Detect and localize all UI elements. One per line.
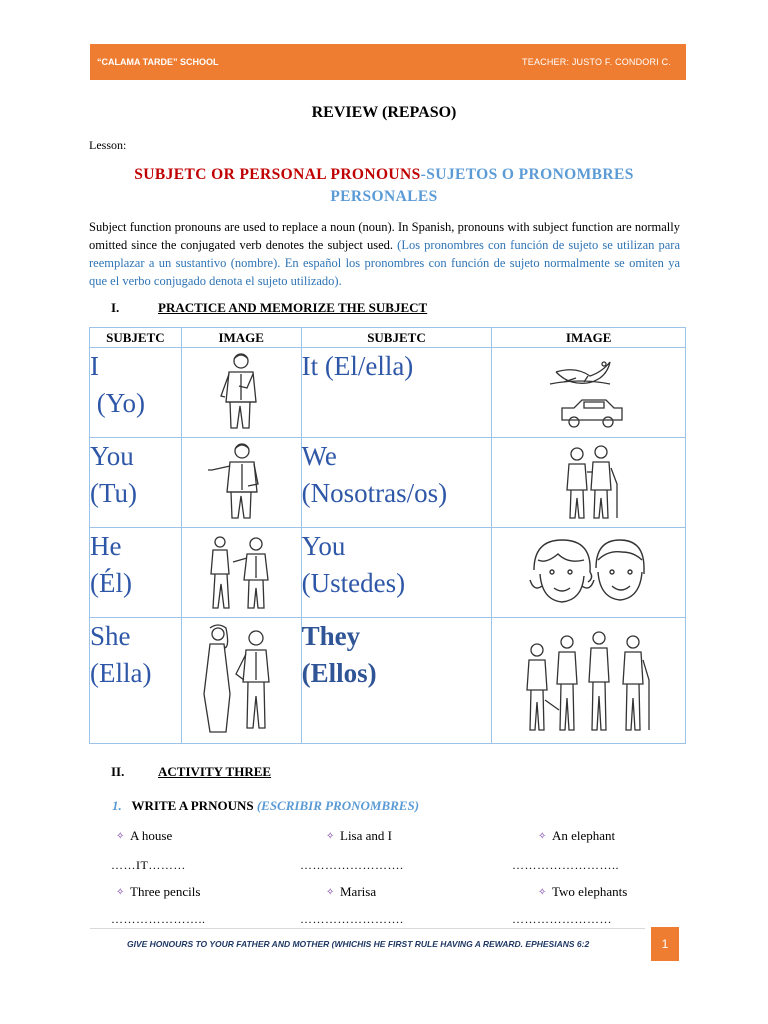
column-header: IMAGE xyxy=(492,328,686,348)
image-cell xyxy=(181,438,301,528)
pronoun-spanish: (Nosotras/os) xyxy=(301,478,448,508)
table-row xyxy=(90,348,686,438)
pronoun-english: She xyxy=(90,621,131,651)
answer-blank[interactable]: ……IT……… xyxy=(111,858,186,872)
lesson-subtitle xyxy=(0,164,768,208)
pronoun-english: You xyxy=(301,531,346,561)
image-cell xyxy=(492,528,686,618)
pronoun-table xyxy=(89,327,686,744)
exercise-item xyxy=(538,884,627,900)
pronoun-english: I xyxy=(90,351,99,381)
pronoun-spanish: (Tu) xyxy=(90,478,138,508)
table-row xyxy=(90,528,686,618)
pronoun-english: We xyxy=(301,441,337,471)
pronoun-english: You xyxy=(90,441,134,471)
image-cell xyxy=(492,618,686,744)
question-1 xyxy=(112,798,419,814)
bullet-icon: ✧ xyxy=(326,831,335,842)
image-cell xyxy=(181,348,301,438)
image-cell xyxy=(181,528,301,618)
pronoun-cell xyxy=(90,618,182,744)
subtitle-english: SUBJETC OR PERSONAL PRONOUNS xyxy=(134,166,421,183)
section-1-title: PRACTICE AND MEMORIZE THE SUBJECT xyxy=(158,300,428,315)
teacher-name: TEACHER: JUSTO F. CONDORI C. xyxy=(522,57,671,67)
section-1-number: I. xyxy=(111,300,120,315)
intro-spanish: (Los pronombres con función de sujeto se utilizan para reemplazar a un sustantivo (nombre). En español los pronombres con función de sujeto normalmente se omiten ya que el verbo conjugado denota el sujeto utilizado). xyxy=(89,238,681,288)
item-label: Marisa xyxy=(340,884,377,899)
pronoun-cell xyxy=(301,618,492,744)
question-1-spanish: (ESCRIBIR PRONOMBRES) xyxy=(256,798,420,813)
column-header: SUBJETC xyxy=(301,328,492,348)
bird-and-car-image xyxy=(544,350,634,432)
bullet-icon: ✧ xyxy=(116,887,125,898)
item-label: Lisa and I xyxy=(340,828,392,843)
item-label: A house xyxy=(130,828,173,843)
bullet-icon: ✧ xyxy=(538,887,547,898)
man-pointing-self-image xyxy=(206,350,276,432)
pronoun-english: He xyxy=(90,531,122,561)
question-1-text: WRITE A PRNOUNS xyxy=(131,798,257,813)
image-cell xyxy=(492,348,686,438)
exercise-item xyxy=(538,828,615,844)
page-number: 1 xyxy=(651,927,679,961)
exercise-item xyxy=(116,828,172,844)
subtitle-spanish-2: PERSONALES xyxy=(330,188,438,205)
answer-blank[interactable]: …………………….. xyxy=(512,858,619,872)
exercise-item xyxy=(326,884,376,900)
section-1-heading xyxy=(111,300,428,316)
question-1-number: 1. xyxy=(112,798,122,813)
group-of-people-image xyxy=(519,620,659,738)
pronoun-english: It (El/ella) xyxy=(301,351,414,381)
pronoun-english: They xyxy=(301,621,361,651)
bullet-icon: ✧ xyxy=(116,831,125,842)
man-pointing-woman-image xyxy=(196,620,286,738)
pronoun-cell xyxy=(301,528,492,618)
woman-and-man-faces-image xyxy=(524,530,654,612)
intro-english: Subject function pronouns are used to replace a noun (noun). In Spanish, pronouns with subject function are normally omitted since the conjugated verb denotes the subject used. xyxy=(89,220,680,252)
section-2-heading xyxy=(111,764,272,780)
pronoun-cell xyxy=(301,438,492,528)
school-name: “CALAMA TARDE” SCHOOL xyxy=(97,57,219,67)
section-2-title: ACTIVITY THREE xyxy=(158,764,272,779)
table-header-row xyxy=(90,328,686,348)
pronoun-spanish: (Ella) xyxy=(90,658,152,688)
pronoun-spanish: (Ellos) xyxy=(301,658,377,688)
pronoun-cell xyxy=(90,348,182,438)
item-label: Three pencils xyxy=(130,884,201,899)
bullet-icon: ✧ xyxy=(326,887,335,898)
image-cell xyxy=(492,438,686,528)
two-men-pointing-image xyxy=(196,530,286,612)
column-header: IMAGE xyxy=(181,328,301,348)
answer-blank[interactable]: ………………….. xyxy=(111,912,206,926)
man-pointing-forward-image xyxy=(206,440,276,522)
section-2-number: II. xyxy=(111,764,125,779)
exercise-item xyxy=(326,828,392,844)
pronoun-cell xyxy=(90,528,182,618)
table-row xyxy=(90,438,686,528)
answer-blank[interactable]: …………………… xyxy=(512,912,612,926)
image-cell xyxy=(181,618,301,744)
lesson-label: Lesson: xyxy=(89,138,127,152)
pronoun-spanish: (Ustedes) xyxy=(301,568,406,598)
pronoun-cell xyxy=(301,348,492,438)
pronoun-cell xyxy=(90,438,182,528)
footer-quote: GIVE HONOURS TO YOUR FATHER AND MOTHER (WHICHIS HE FIRST RULE HAVING A REWARD. EPHESIANS 6:2 xyxy=(127,939,590,949)
table-row xyxy=(90,618,686,744)
intro-paragraph xyxy=(89,218,680,290)
column-header: SUBJETC xyxy=(90,328,182,348)
item-label: Two elephants xyxy=(552,884,628,899)
exercise-item xyxy=(116,884,200,900)
bullet-icon: ✧ xyxy=(538,831,547,842)
answer-blank[interactable]: ……………………. xyxy=(300,912,404,926)
page-title: REVIEW (REPASO) xyxy=(311,104,457,121)
subtitle-spanish-1: -SUJETOS O PRONOMBRES xyxy=(420,166,634,183)
pronoun-spanish: (Él) xyxy=(90,568,132,598)
two-people-image xyxy=(549,440,629,522)
pronoun-spanish: (Yo) xyxy=(90,388,146,418)
answer-blank[interactable]: ……………………. xyxy=(300,858,404,872)
item-label: An elephant xyxy=(552,828,616,843)
